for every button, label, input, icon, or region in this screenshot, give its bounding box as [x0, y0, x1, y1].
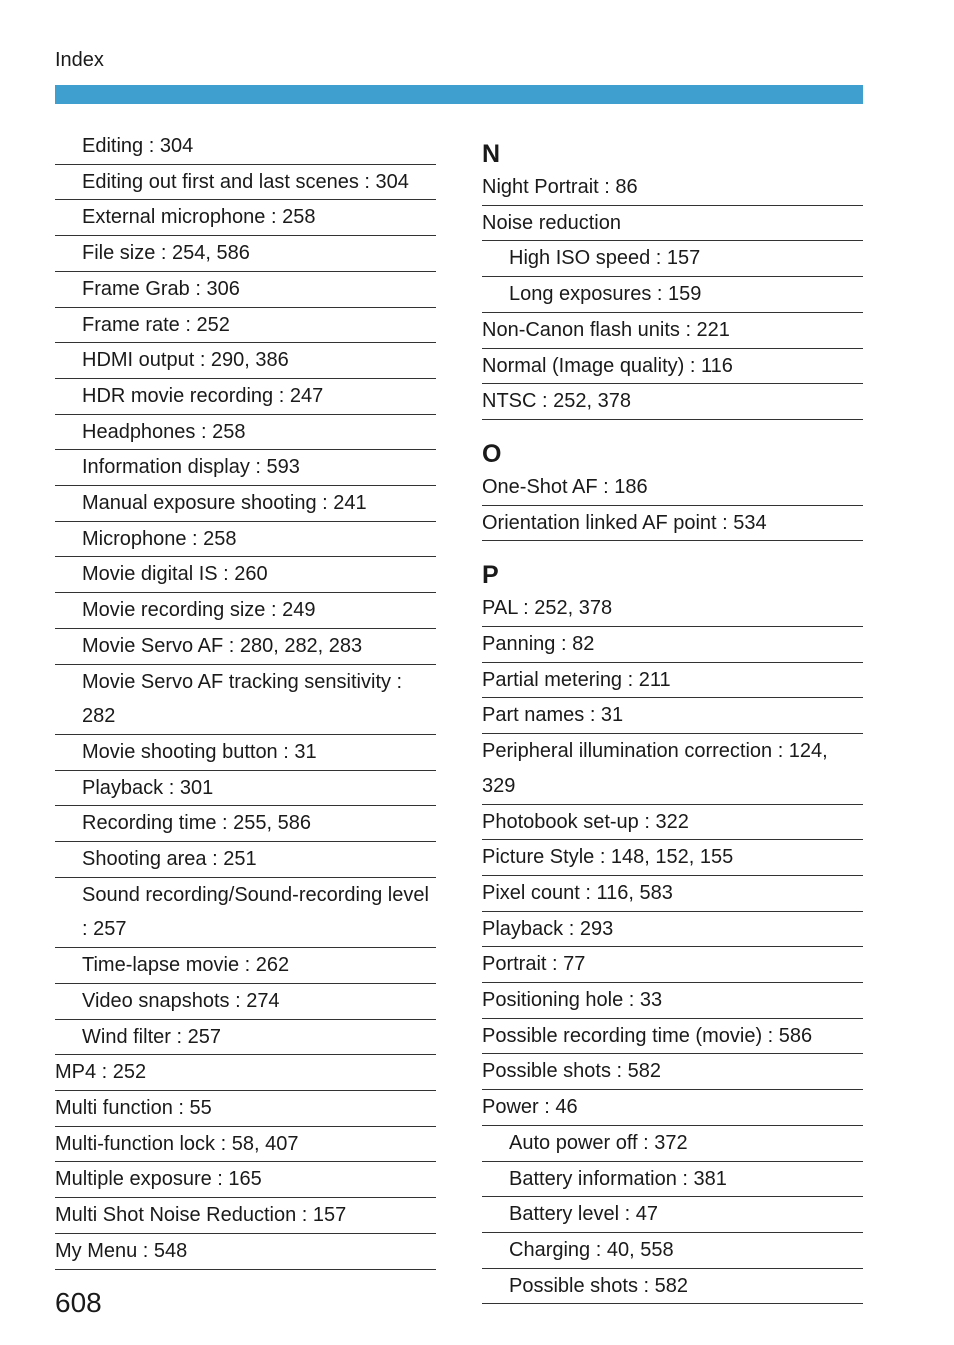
index-entry: Multi Shot Noise Reduction : 157 [55, 1198, 436, 1234]
index-subentry: Time-lapse movie : 262 [55, 948, 436, 984]
index-subentry: External microphone : 258 [55, 200, 436, 236]
index-entry: Partial metering : 211 [482, 663, 863, 699]
index-entry: Possible recording time (movie) : 586 [482, 1019, 863, 1055]
index-entry: My Menu : 548 [55, 1234, 436, 1270]
index-entry: PAL : 252, 378 [482, 591, 863, 627]
index-subentry: Movie recording size : 249 [55, 593, 436, 629]
index-subentry: Manual exposure shooting : 241 [55, 486, 436, 522]
section-letter-heading: N [482, 140, 501, 168]
index-subentry: Shooting area : 251 [55, 842, 436, 878]
index-entry: Normal (Image quality) : 116 [482, 349, 863, 385]
index-entry: Non-Canon flash units : 221 [482, 313, 863, 349]
index-subentry: Frame Grab : 306 [55, 272, 436, 308]
index-subentry: Information display : 593 [55, 450, 436, 486]
index-entry: NTSC : 252, 378 [482, 384, 863, 420]
index-subentry: Charging : 40, 558 [482, 1233, 863, 1269]
index-column-left [55, 129, 436, 1270]
index-subentry: Movie shooting button : 31 [55, 735, 436, 771]
header-accent-bar [55, 85, 863, 104]
index-entry: Orientation linked AF point : 534 [482, 506, 863, 542]
index-subentry: Battery level : 47 [482, 1197, 863, 1233]
index-subentry: Sound recording/Sound-recording level : 257 [55, 878, 436, 948]
index-entry: Peripheral illumination correction : 124, 329 [482, 734, 863, 804]
index-subentry: Editing out first and last scenes : 304 [55, 165, 436, 201]
index-subentry: Possible shots : 582 [482, 1269, 863, 1305]
index-subentry: Editing : 304 [55, 129, 436, 165]
index-subentry: Microphone : 258 [55, 522, 436, 558]
index-entry: Power : 46 [482, 1090, 863, 1126]
index-subentry: HDR movie recording : 247 [55, 379, 436, 415]
section-letter-heading: P [482, 561, 499, 590]
section-letter-heading: O [482, 439, 502, 468]
index-subentry: File size : 254, 586 [55, 236, 436, 272]
index-entry: One-Shot AF : 186 [482, 470, 863, 506]
index-entry: Panning : 82 [482, 627, 863, 663]
index-subentry: Wind filter : 257 [55, 1020, 436, 1056]
index-entry: Possible shots : 582 [482, 1054, 863, 1090]
index-entry: Multi function : 55 [55, 1091, 436, 1127]
index-column-right [482, 138, 863, 1304]
index-entry: Night Portrait : 86 [482, 170, 863, 206]
index-entry: Multi-function lock : 58, 407 [55, 1127, 436, 1163]
index-subentry: HDMI output : 290, 386 [55, 343, 436, 379]
index-entry: Multiple exposure : 165 [55, 1162, 436, 1198]
index-entry: Photobook set-up : 322 [482, 805, 863, 841]
index-subentry: Recording time : 255, 586 [55, 806, 436, 842]
index-entry: Picture Style : 148, 152, 155 [482, 840, 863, 876]
index-subentry: Headphones : 258 [55, 415, 436, 451]
index-subentry: Movie digital IS : 260 [55, 557, 436, 593]
index-entry: Pixel count : 116, 583 [482, 876, 863, 912]
index-subentry: Auto power off : 372 [482, 1126, 863, 1162]
index-subentry: Movie Servo AF : 280, 282, 283 [55, 629, 436, 665]
index-entry: MP4 : 252 [55, 1055, 436, 1091]
index-subentry: Frame rate : 252 [55, 308, 436, 344]
index-entry: Part names : 31 [482, 698, 863, 734]
index-subentry: Battery information : 381 [482, 1162, 863, 1198]
index-entry: Portrait : 77 [482, 947, 863, 983]
index-entry: Positioning hole : 33 [482, 983, 863, 1019]
index-subentry: Video snapshots : 274 [55, 984, 436, 1020]
index-subentry: High ISO speed : 157 [482, 241, 863, 277]
index-subentry: Long exposures : 159 [482, 277, 863, 313]
page-number: 608 [55, 1287, 102, 1318]
page-header-title: Index [55, 49, 104, 71]
index-entry: Playback : 293 [482, 912, 863, 948]
index-subentry: Playback : 301 [55, 771, 436, 807]
index-entry: Noise reduction [482, 206, 863, 242]
index-subentry: Movie Servo AF tracking sensitivity : 282 [55, 665, 436, 735]
